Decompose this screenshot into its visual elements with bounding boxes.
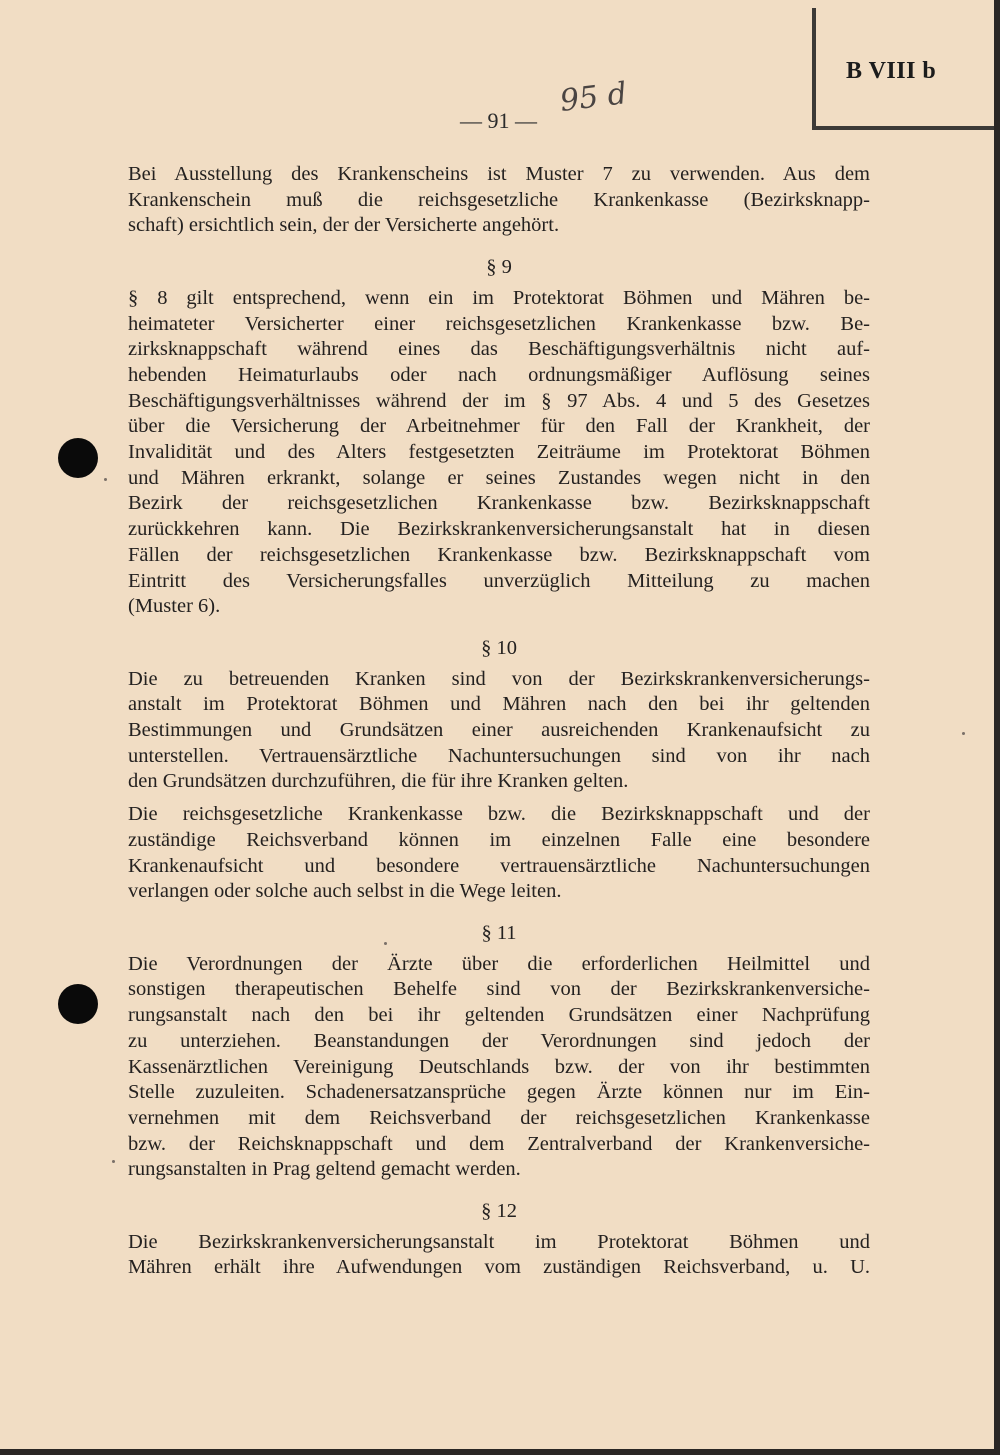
text-line: und Mähren erkrankt, solange er seines Zustandes wegen nicht in den <box>128 466 870 489</box>
text-line: Fällen der reichsgesetzlichen Krankenkasse bzw. Bezirksknappschaft vom <box>128 543 870 566</box>
section-paragraph <box>128 1230 870 1281</box>
text-line: Eintritt des Versicherungsfalles unverzüglich Mitteilung zu machen <box>128 569 870 592</box>
section <box>128 620 870 905</box>
text-line: Invalidität und des Alters festgesetzten Zeiträume im Protektorat Böhmen <box>128 441 870 464</box>
paper-speck <box>112 1160 115 1163</box>
document-body <box>128 162 870 1281</box>
text-line: Mähren erhält ihre Aufwendungen vom zuständigen Reichsverband, u. U. <box>128 1256 870 1279</box>
handwritten-annotation: 95 d <box>558 76 629 119</box>
text-line: sonstigen therapeutischen Behelfe sind von der Bezirkskrankenversiche- <box>128 978 870 1001</box>
text-line: Die zu betreuenden Kranken sind von der Bezirkskrankenversicherungs- <box>128 667 870 690</box>
text-line: heimateter Versicherter einer reichsgesetzlichen Krankenkasse bzw. Be- <box>128 312 870 335</box>
text-line: Bestimmungen und Grundsätzen einer ausreichenden Krankenaufsicht zu <box>128 719 870 742</box>
text-line: zu unterziehen. Beanstandungen der Verordnungen sind jedoch der <box>128 1029 870 1052</box>
text-line: § 8 gilt entsprechend, wenn ein im Protektorat Böhmen und Mähren be- <box>128 286 870 309</box>
text-line: anstalt im Protektorat Böhmen und Mähren nach den bei ihr geltenden <box>128 693 870 716</box>
archive-stamp-label: B VIII b <box>846 58 937 84</box>
text-line: Krankenschein muß die reichsgesetzliche Krankenkasse (Bezirksknapp- <box>128 188 870 211</box>
text-line: rungsanstalt nach den bei ihr geltenden Grundsätzen einer Nachprüfung <box>128 1004 870 1027</box>
text-line: Die Verordnungen der Ärzte über die erforderlichen Heilmittel und <box>128 952 870 975</box>
text-line: bzw. der Reichsknappschaft und dem Zentralverband der Krankenversiche- <box>128 1132 870 1155</box>
text-line: schaft) ersichtlich sein, der der Versicherte angehört. <box>128 214 560 237</box>
section-paragraph <box>128 667 870 796</box>
text-line: Beschäftigungsverhältnisses während der im § 97 Abs. 4 und 5 des Gesetzes <box>128 389 870 412</box>
text-line: Die Bezirkskrankenversicherungsanstalt im Protektorat Böhmen und <box>128 1230 870 1253</box>
archive-stamp-box <box>812 8 994 130</box>
punch-hole-top <box>58 438 98 478</box>
text-line: unterstellen. Vertrauensärztliche Nachuntersuchungen sind von ihr nach <box>128 744 870 767</box>
text-line: Die reichsgesetzliche Krankenkasse bzw. die Bezirksknappschaft und der <box>128 803 870 826</box>
section-paragraph <box>128 802 870 905</box>
text-line: hebenden Heimaturlaubs oder nach ordnungsmäßiger Auflösung seines <box>128 363 870 386</box>
intro-paragraph <box>128 162 870 239</box>
section-heading: § 11 <box>481 921 517 944</box>
text-line: zurückkehren kann. Die Bezirkskrankenversicherungsanstalt hat in diesen <box>128 518 870 541</box>
paper-speck <box>962 732 965 735</box>
text-line: den Grundsätzen durchzuführen, die für ihre Kranken gelten. <box>128 770 629 793</box>
section-heading: § 12 <box>481 1200 517 1223</box>
text-line: zuständige Reichsverband können im einzelnen Falle eine besondere <box>128 828 870 851</box>
text-line: zirksknappschaft während eines das Beschäftigungsverhältnis nicht auf- <box>128 338 870 361</box>
section-paragraph <box>128 286 870 620</box>
text-line: über die Versicherung der Arbeitnehmer für den Fall der Krankheit, der <box>128 415 870 438</box>
text-line: Bei Ausstellung des Krankenscheins ist Muster 7 zu verwenden. Aus dem <box>128 163 870 185</box>
text-line: Bezirk der reichsgesetzlichen Krankenkasse bzw. Bezirksknappschaft <box>128 492 870 515</box>
text-line: Krankenaufsicht und besondere vertrauensärztliche Nachuntersuchungen <box>128 854 870 877</box>
text-line: Stelle zuzuleiten. Schadenersatzansprüche gegen Ärzte können nur im Ein- <box>128 1081 870 1104</box>
section-heading: § 10 <box>481 636 517 659</box>
text-line: Kassenärztlichen Vereinigung Deutschlands bzw. der von ihr bestimmten <box>128 1055 870 1078</box>
paper-speck <box>104 478 107 481</box>
text-line: vernehmen mit dem Reichsverband der reichsgesetzlichen Krankenkasse <box>128 1106 870 1129</box>
section <box>128 239 870 620</box>
page-number: — 91 — <box>460 108 537 133</box>
text-line: rungsanstalten in Prag geltend gemacht werden. <box>128 1158 521 1181</box>
section <box>128 905 870 1183</box>
punch-hole-bottom <box>58 984 98 1024</box>
section-heading: § 9 <box>486 256 512 279</box>
section-paragraph <box>128 952 870 1183</box>
section <box>128 1183 870 1281</box>
sections-container <box>128 239 870 1281</box>
text-line: (Muster 6). <box>128 595 221 618</box>
text-line: verlangen oder solche auch selbst in die Wege leiten. <box>128 880 562 903</box>
